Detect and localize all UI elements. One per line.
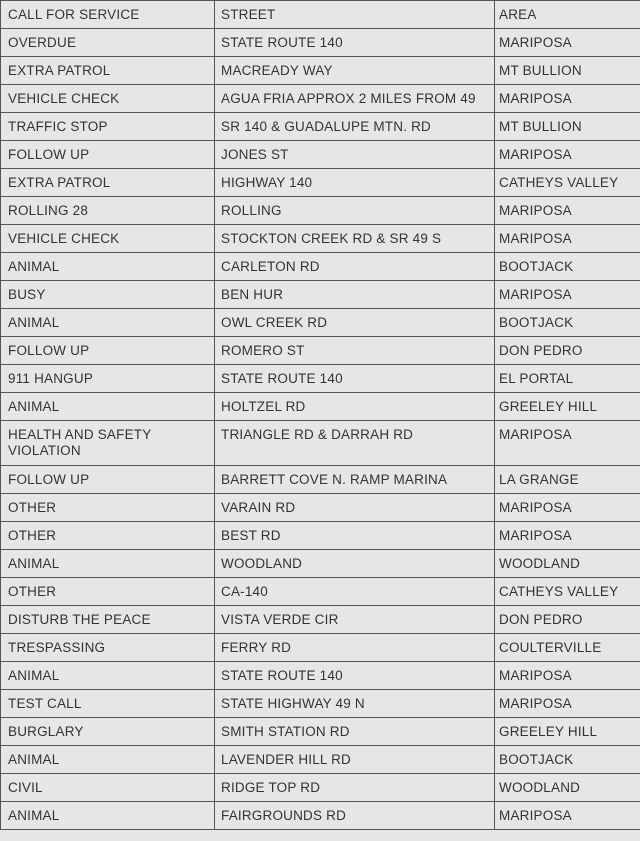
street-cell: SR 140 & GUADALUPE MTN. RD <box>215 113 495 141</box>
street-cell: CARLETON RD <box>215 253 495 281</box>
call-for-service-cell: FOLLOW UP <box>1 337 215 365</box>
street-cell: STATE ROUTE 140 <box>215 29 495 57</box>
table-row <box>1 113 640 141</box>
call-for-service-cell: ANIMAL <box>1 802 215 830</box>
table-body <box>1 29 640 830</box>
table-row <box>1 690 640 718</box>
table-row <box>1 774 640 802</box>
call-for-service-cell: ANIMAL <box>1 309 215 337</box>
area-cell: LA GRANGE <box>495 466 640 494</box>
area-cell: MARIPOSA <box>495 494 640 522</box>
area-cell: MARIPOSA <box>495 421 640 466</box>
table-row <box>1 494 640 522</box>
table-row <box>1 29 640 57</box>
area-cell: BOOTJACK <box>495 253 640 281</box>
table-row <box>1 746 640 774</box>
table-row <box>1 634 640 662</box>
area-cell: BOOTJACK <box>495 746 640 774</box>
call-for-service-cell: ANIMAL <box>1 393 215 421</box>
call-for-service-cell: EXTRA PATROL <box>1 169 215 197</box>
street-cell: FERRY RD <box>215 634 495 662</box>
street-cell: ROLLING <box>215 197 495 225</box>
table-row <box>1 393 640 421</box>
call-for-service-cell: 911 HANGUP <box>1 365 215 393</box>
call-for-service-cell: ANIMAL <box>1 746 215 774</box>
header-street: STREET <box>215 1 495 29</box>
call-for-service-cell: ANIMAL <box>1 662 215 690</box>
street-cell: AGUA FRIA APPROX 2 MILES FROM 49 <box>215 85 495 113</box>
header-call-for-service: CALL FOR SERVICE <box>1 1 215 29</box>
street-cell: JONES ST <box>215 141 495 169</box>
area-cell: MARIPOSA <box>495 85 640 113</box>
table-row <box>1 662 640 690</box>
table-row <box>1 225 640 253</box>
area-cell: MARIPOSA <box>495 281 640 309</box>
street-cell: WOODLAND <box>215 550 495 578</box>
table-row <box>1 365 640 393</box>
header-area: AREA <box>495 1 640 29</box>
area-cell: WOODLAND <box>495 774 640 802</box>
area-cell: DON PEDRO <box>495 606 640 634</box>
table-row <box>1 802 640 830</box>
area-cell: MARIPOSA <box>495 802 640 830</box>
street-cell: OWL CREEK RD <box>215 309 495 337</box>
table-row <box>1 85 640 113</box>
call-for-service-cell: OTHER <box>1 494 215 522</box>
area-cell: MARIPOSA <box>495 197 640 225</box>
area-cell: DON PEDRO <box>495 337 640 365</box>
area-cell: COULTERVILLE <box>495 634 640 662</box>
street-cell: BEN HUR <box>215 281 495 309</box>
call-for-service-cell: BUSY <box>1 281 215 309</box>
street-cell: STATE ROUTE 140 <box>215 365 495 393</box>
area-cell: GREELEY HILL <box>495 393 640 421</box>
street-cell: VISTA VERDE CIR <box>215 606 495 634</box>
call-for-service-cell: TRESPASSING <box>1 634 215 662</box>
area-cell: MARIPOSA <box>495 690 640 718</box>
area-cell: EL PORTAL <box>495 365 640 393</box>
street-cell: BARRETT COVE N. RAMP MARINA <box>215 466 495 494</box>
table-row <box>1 141 640 169</box>
call-for-service-cell: TRAFFIC STOP <box>1 113 215 141</box>
table-row <box>1 550 640 578</box>
call-for-service-cell: ROLLING 28 <box>1 197 215 225</box>
street-cell: STOCKTON CREEK RD & SR 49 S <box>215 225 495 253</box>
call-for-service-cell: VEHICLE CHECK <box>1 85 215 113</box>
street-cell: RIDGE TOP RD <box>215 774 495 802</box>
street-cell: SMITH STATION RD <box>215 718 495 746</box>
table-row <box>1 281 640 309</box>
table-row <box>1 522 640 550</box>
area-cell: MARIPOSA <box>495 225 640 253</box>
table-row <box>1 421 640 466</box>
table-row <box>1 466 640 494</box>
call-for-service-cell: OTHER <box>1 578 215 606</box>
call-for-service-cell: OVERDUE <box>1 29 215 57</box>
street-cell: TRIANGLE RD & DARRAH RD <box>215 421 495 466</box>
table-row <box>1 57 640 85</box>
table-row <box>1 337 640 365</box>
call-for-service-cell: OTHER <box>1 522 215 550</box>
table-row <box>1 309 640 337</box>
table-row <box>1 253 640 281</box>
call-for-service-cell: HEALTH AND SAFETY VIOLATION <box>1 421 215 466</box>
call-for-service-cell: VEHICLE CHECK <box>1 225 215 253</box>
table-header-row <box>1 1 640 29</box>
street-cell: HOLTZEL RD <box>215 393 495 421</box>
table-row <box>1 578 640 606</box>
area-cell: CATHEYS VALLEY <box>495 578 640 606</box>
call-for-service-cell: EXTRA PATROL <box>1 57 215 85</box>
call-for-service-cell: BURGLARY <box>1 718 215 746</box>
area-cell: WOODLAND <box>495 550 640 578</box>
area-cell: GREELEY HILL <box>495 718 640 746</box>
area-cell: MARIPOSA <box>495 662 640 690</box>
call-for-service-cell: DISTURB THE PEACE <box>1 606 215 634</box>
call-for-service-cell: ANIMAL <box>1 550 215 578</box>
table-row <box>1 169 640 197</box>
street-cell: BEST RD <box>215 522 495 550</box>
street-cell: LAVENDER HILL RD <box>215 746 495 774</box>
street-cell: STATE ROUTE 140 <box>215 662 495 690</box>
street-cell: FAIRGROUNDS RD <box>215 802 495 830</box>
call-for-service-cell: CIVIL <box>1 774 215 802</box>
street-cell: ROMERO ST <box>215 337 495 365</box>
area-cell: MT BULLION <box>495 113 640 141</box>
street-cell: MACREADY WAY <box>215 57 495 85</box>
area-cell: MARIPOSA <box>495 29 640 57</box>
area-cell: BOOTJACK <box>495 309 640 337</box>
area-cell: MARIPOSA <box>495 522 640 550</box>
area-cell: MARIPOSA <box>495 141 640 169</box>
call-for-service-cell: FOLLOW UP <box>1 141 215 169</box>
area-cell: MT BULLION <box>495 57 640 85</box>
street-cell: STATE HIGHWAY 49 N <box>215 690 495 718</box>
street-cell: HIGHWAY 140 <box>215 169 495 197</box>
table-row <box>1 197 640 225</box>
street-cell: VARAIN RD <box>215 494 495 522</box>
call-for-service-cell: TEST CALL <box>1 690 215 718</box>
area-cell: CATHEYS VALLEY <box>495 169 640 197</box>
street-cell: CA-140 <box>215 578 495 606</box>
call-for-service-cell: ANIMAL <box>1 253 215 281</box>
table-row <box>1 606 640 634</box>
call-for-service-cell: FOLLOW UP <box>1 466 215 494</box>
table-row <box>1 718 640 746</box>
